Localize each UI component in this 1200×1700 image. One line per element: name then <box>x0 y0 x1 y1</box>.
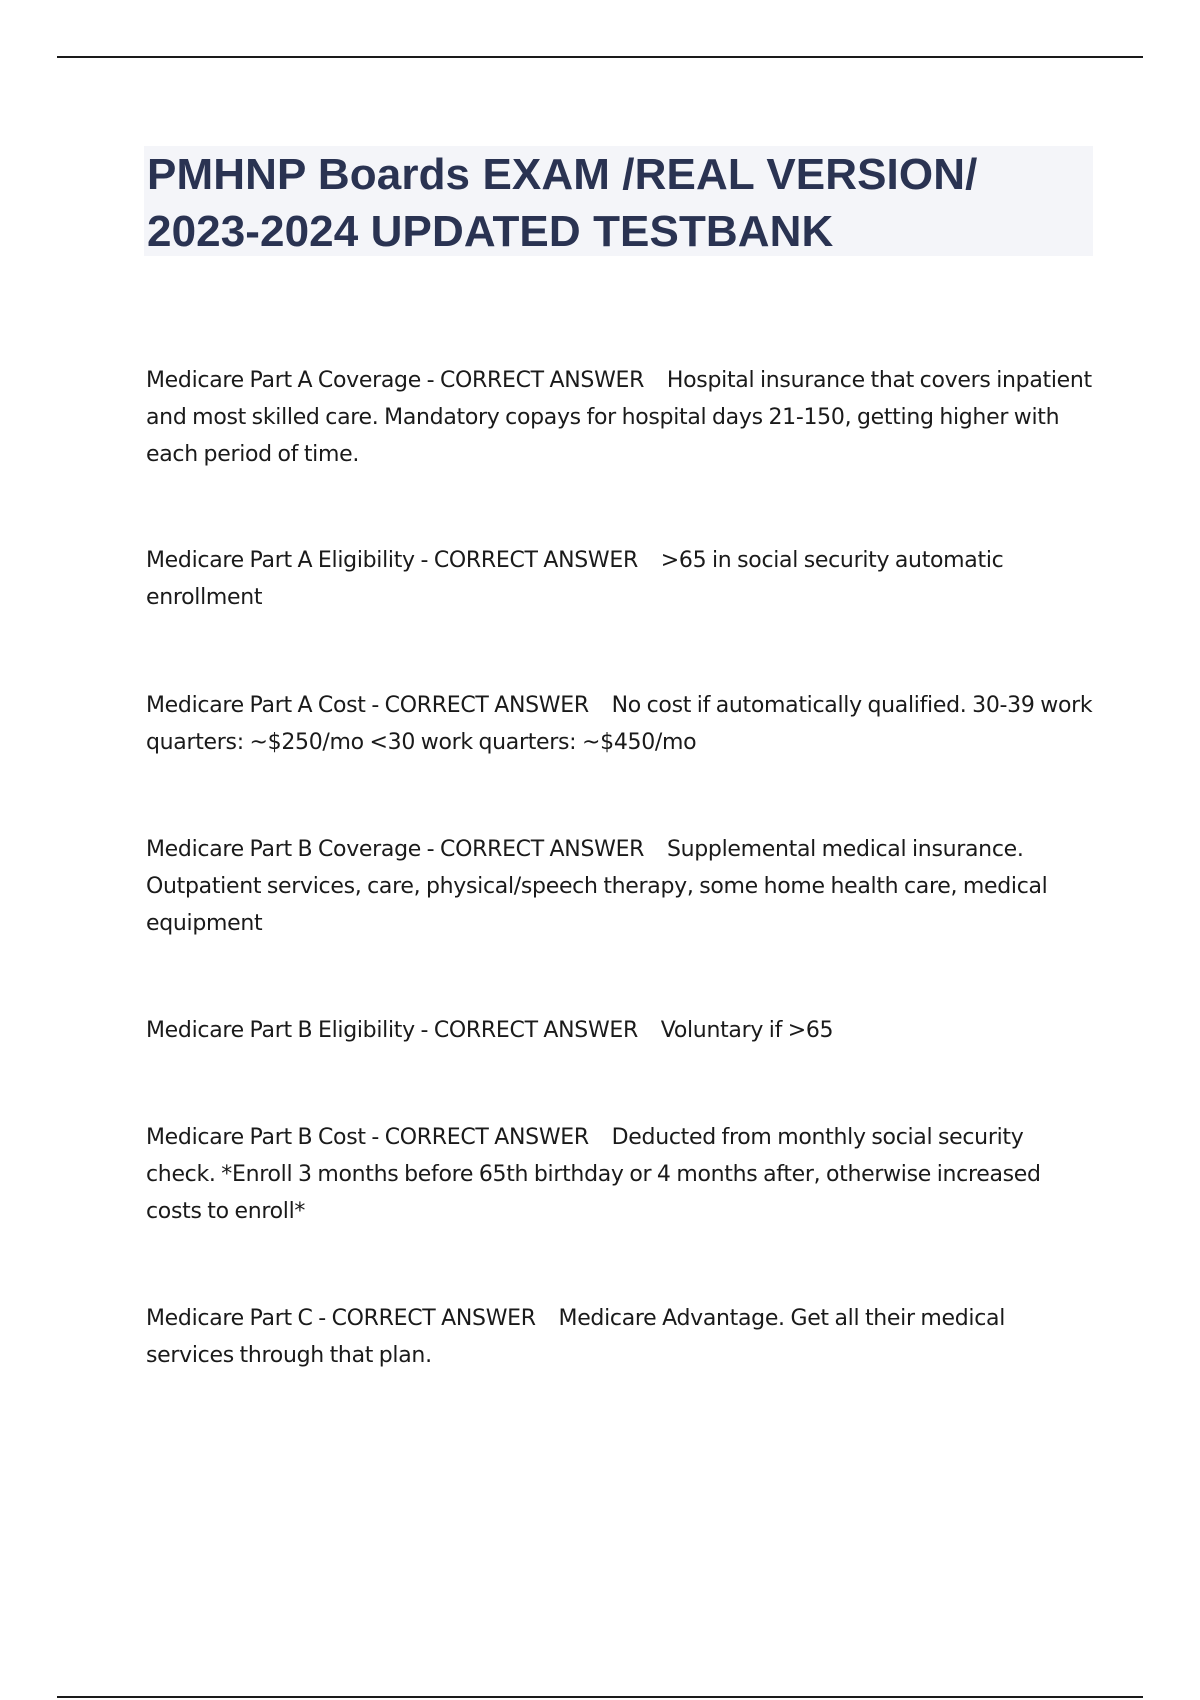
qa-answer: Deducted from monthly social security check. *Enroll 3 months before 65th birthday or 4 months after, otherwise increased costs to enroll* <box>146 1125 1041 1224</box>
top-divider <box>57 56 1143 58</box>
qa-answer-label: CORRECT ANSWER <box>433 1018 639 1043</box>
qa-term: Medicare Part B Eligibility <box>146 1018 415 1043</box>
qa-term: Medicare Part C <box>146 1306 313 1331</box>
qa-answer: >65 in social security automatic enrollment <box>146 548 1004 610</box>
qa-answer-label: CORRECT ANSWER <box>433 548 638 573</box>
qa-term: Medicare Part B Coverage <box>146 837 421 862</box>
qa-item: Medicare Part A Coverage - CORRECT ANSWER Hospital insurance that covers inpatient and most skilled care. Mandatory copays for hospital days 21-150, getting higher with each period of time. <box>146 368 1092 467</box>
qa-item: Medicare Part B Cost - CORRECT ANSWER Deducted from monthly social security check. *Enroll 3 months before 65th birthday or 4 months after, otherwise increased costs to enroll* <box>146 1125 1041 1224</box>
title-banner <box>144 146 1093 256</box>
bottom-divider <box>57 1696 1143 1698</box>
qa-item: Medicare Part B Eligibility - CORRECT ANSWER Voluntary if >65 <box>146 1018 834 1043</box>
qa-item: Medicare Part C - CORRECT ANSWER Medicare Advantage. Get all their medical services through that plan. <box>146 1306 1006 1368</box>
qa-item: Medicare Part A Eligibility - CORRECT ANSWER >65 in social security automatic enrollment <box>146 548 1004 610</box>
qa-answer: Voluntary if >65 <box>660 1018 834 1043</box>
qa-answer: Medicare Advantage. Get all their medical services through that plan. <box>146 1306 1006 1368</box>
qa-answer-label: CORRECT ANSWER <box>384 693 589 718</box>
document-title <box>147 146 1093 260</box>
qa-answer: Hospital insurance that covers inpatient and most skilled care. Mandatory copays for hospital days 21-150, getting higher with each period of time. <box>146 368 1092 467</box>
qa-answer-label: CORRECT ANSWER <box>439 368 645 393</box>
qa-answer-label: CORRECT ANSWER <box>440 837 645 862</box>
qa-answer-label: CORRECT ANSWER <box>384 1125 589 1150</box>
qa-term: Medicare Part A Cost <box>146 693 366 718</box>
qa-term: Medicare Part A Eligibility <box>146 548 415 573</box>
qa-term: Medicare Part B Cost <box>146 1125 366 1150</box>
qa-item: Medicare Part A Cost - CORRECT ANSWER No cost if automatically qualified. 30-39 work quarters: ~$250/mo <30 work quarters: ~$450/mo <box>146 693 1093 755</box>
title-line-2: 2023-2024 UPDATED TESTBANK <box>147 207 834 256</box>
qa-answer: No cost if automatically qualified. 30-39 work quarters: ~$250/mo <30 work quarters: ~$450/mo <box>146 693 1093 755</box>
qa-answer-label: CORRECT ANSWER <box>331 1306 536 1331</box>
qa-answer: Supplemental medical insurance. Outpatient services, care, physical/speech therapy, some home health care, medical equipment <box>146 837 1048 936</box>
title-line-1: PMHNP Boards EXAM /REAL VERSION/ <box>147 150 978 199</box>
qa-item: Medicare Part B Coverage - CORRECT ANSWER Supplemental medical insurance. Outpatient services, care, physical/speech therapy, some home health care, medical equipment <box>146 837 1048 936</box>
qa-term: Medicare Part A Coverage <box>146 368 421 393</box>
